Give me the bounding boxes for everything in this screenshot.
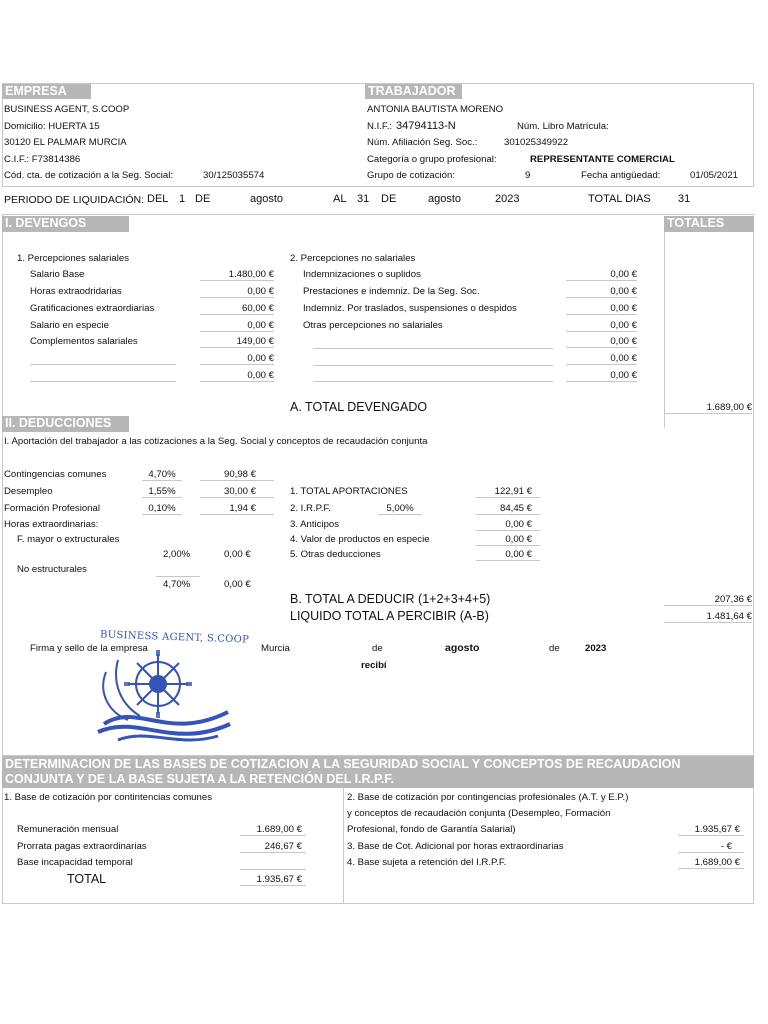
no-salarial-label: Indemnizaciones o suplidos xyxy=(303,269,421,280)
salarial-blank-line xyxy=(30,381,176,382)
periodo-label: PERIODO DE LIQUIDACIÓN: xyxy=(4,194,145,206)
salariales-title: 1. Percepciones salariales xyxy=(17,253,129,264)
empresa-cif: C.I.F.: F73814386 xyxy=(4,154,81,165)
periodo-day-to: 31 xyxy=(357,193,370,205)
total-aportaciones-value: 122,91 € xyxy=(476,486,540,498)
grupo-label: Grupo de cotización: xyxy=(367,170,455,181)
salarial-value: 0,00 € xyxy=(200,286,274,298)
fmayor-value: 0,00 € xyxy=(224,549,251,560)
nif-value: 34794113-N xyxy=(396,120,456,132)
empresa-domicilio: Domicilio: HUERTA 15 xyxy=(4,121,100,132)
bases-total-label: TOTAL xyxy=(67,872,107,886)
bases-header-line-1: DETERMINACION DE LAS BASES DE COTIZACION A LA SEGURIDAD SOCIAL Y CONCEPTOS DE RECAUDACION xyxy=(5,757,681,771)
salarial-label: Salario Base xyxy=(30,269,85,280)
noestruct-pct-line xyxy=(156,576,200,577)
adicional-value: - € xyxy=(678,841,744,853)
formacion-pct: 0,10% xyxy=(142,503,182,515)
devengos-header: I. DEVENGOS xyxy=(2,216,129,232)
total-devengado-label: A. TOTAL DEVENGADO xyxy=(290,400,428,414)
no-salarial-label: Prestaciones e indemniz. De la Seg. Soc. xyxy=(303,286,480,297)
empresa-name: BUSINESS AGENT, S.COOP xyxy=(4,104,130,115)
total-aportaciones-label: 1. TOTAL APORTACIONES xyxy=(290,486,408,497)
categoria-value: REPRESENTANTE COMERCIAL xyxy=(530,154,675,165)
no-salarial-value: 0,00 € xyxy=(566,336,637,348)
no-salarial-blank-line xyxy=(313,381,553,382)
periodo-de-1: DE xyxy=(195,193,211,205)
contingencias-pct: 4,70% xyxy=(142,469,182,481)
contingencias-label: Contingencias comunes xyxy=(4,469,107,480)
firma-month: agosto xyxy=(445,642,480,654)
firma-de-1: de xyxy=(372,643,383,654)
irpf-label: 2. I.R.P.F. xyxy=(290,503,331,514)
salarial-label: Complementos salariales xyxy=(30,336,138,347)
salarial-value: 0,00 € xyxy=(200,353,274,365)
no-salarial-label: Indemniz. Por traslados, suspensiones o despidos xyxy=(303,303,517,314)
totales-column-divider xyxy=(664,232,665,428)
especie-label: 4. Valor de productos en especie xyxy=(290,534,430,545)
formacion-label: Formación Profesional xyxy=(4,503,100,514)
total-deducir-value: 207,36 € xyxy=(664,594,752,606)
deducciones-subtitle: I. Aportación del trabajador a las cotizaciones a la Seg. Social y conceptos de recaudación conjunta xyxy=(4,436,428,447)
salarial-value: 60,00 € xyxy=(200,303,274,315)
firma-city: Murcia xyxy=(261,643,290,654)
formacion-value: 1,94 € xyxy=(200,503,274,515)
deducciones-header: II. DEDUCCIONES xyxy=(2,416,129,432)
no-salarial-blank-line xyxy=(313,348,553,349)
fmayor-label: F. mayor o extructurales xyxy=(17,534,120,545)
antiguedad-label: Fecha antigüedad: xyxy=(581,170,661,181)
grupo-value: 9 xyxy=(525,170,531,181)
no-salarial-label: Otras percepciones no salariales xyxy=(303,320,443,331)
firma-de-2: de xyxy=(549,643,560,654)
periodo-month-from: agosto xyxy=(250,193,284,205)
firma-year: 2023 xyxy=(585,643,607,654)
salarial-blank-line xyxy=(30,364,176,365)
trabajador-header: TRABAJADOR xyxy=(365,84,462,99)
fmayor-pct: 2,00% xyxy=(163,549,191,560)
empresa-header: EMPRESA xyxy=(2,84,91,99)
incapacidad-label: Base incapacidad temporal xyxy=(17,857,133,868)
irpf-value: 84,45 € xyxy=(476,503,540,515)
recibi-label: recibí xyxy=(361,660,387,671)
bases-header xyxy=(2,756,754,788)
prorrata-value: 246,67 € xyxy=(240,841,306,853)
company-stamp xyxy=(78,629,250,750)
stamp-company-name: BUSINESS AGENT, S.COOP xyxy=(99,629,250,646)
bases-column-divider xyxy=(343,788,344,904)
total-devengado-value: 1.689,00 € xyxy=(664,402,752,414)
adicional-label: 3. Base de Cot. Adicional por horas extraordinarias xyxy=(347,841,564,852)
total-dias-value: 31 xyxy=(678,193,691,205)
no-salarial-value: 0,00 € xyxy=(566,269,637,281)
remuneracion-value: 1.689,00 € xyxy=(240,824,306,836)
contingencias-value: 90,98 € xyxy=(200,469,274,481)
total-dias-label: TOTAL DIAS xyxy=(588,193,651,205)
no-salarial-value: 0,00 € xyxy=(566,353,637,365)
cod-cta-label: Cód. cta. de cotización a la Seg. Social: xyxy=(4,170,174,181)
afiliacion-value: 301025349922 xyxy=(504,137,569,148)
horas-extra-label: Horas extraordinarias: xyxy=(4,519,99,530)
stamp-emblem-icon xyxy=(78,632,238,750)
firma-label: Firma y sello de la empresa xyxy=(30,643,148,654)
bases-total-value: 1.935,67 € xyxy=(240,874,306,886)
periodo-month-to: agosto xyxy=(428,193,462,205)
bases-irpf-label: 4. Base sujeta a retención del I.R.P.F. xyxy=(347,857,507,868)
liquido-value: 1.481,64 € xyxy=(664,611,752,623)
salarial-label: Gratificaciones extraordiarias xyxy=(30,303,155,314)
especie-value: 0,00 € xyxy=(476,534,540,546)
no-salariales-title: 2. Percepciones no salariales xyxy=(290,253,416,264)
afiliacion-label: Núm. Afiliación Seg. Soc.: xyxy=(367,137,478,148)
otras-deducciones-label: 5. Otras deducciones xyxy=(290,549,381,560)
periodo-year: 2023 xyxy=(495,193,520,205)
noestruct-pct: 4,70% xyxy=(163,579,191,590)
no-salarial-value: 0,00 € xyxy=(566,286,637,298)
noestruct-label: No estructurales xyxy=(17,564,87,575)
salarial-label: Salario en especie xyxy=(30,320,109,331)
desempleo-label: Desempleo xyxy=(4,486,53,497)
anticipos-value: 0,00 € xyxy=(476,519,540,531)
bases-irpf-value: 1.689,00 € xyxy=(678,857,744,869)
periodo-al: AL xyxy=(333,193,347,205)
bases-comunes-title: 1. Base de cotización por contintencias comunes xyxy=(4,792,212,803)
salarial-label: Horas extraodridarias xyxy=(30,286,122,297)
total-deducir-label: B. TOTAL A DEDUCIR (1+2+3+4+5) xyxy=(290,592,491,606)
salarial-value: 1.480,00 € xyxy=(200,269,274,281)
cod-cta-value: 30/125035574 xyxy=(203,170,265,181)
otras-deducciones-value: 0,00 € xyxy=(476,549,540,561)
desempleo-pct: 1,55% xyxy=(142,486,182,498)
nif-label: N.I.F.: xyxy=(367,121,393,132)
empresa-city: 30120 EL PALMAR MURCIA xyxy=(4,137,127,148)
antiguedad-value: 01/05/2021 xyxy=(690,170,739,181)
liquido-label: LIQUIDO TOTAL A PERCIBIR (A-B) xyxy=(290,609,489,623)
prorrata-label: Prorrata pagas extraordinarias xyxy=(17,841,147,852)
salarial-value: 0,00 € xyxy=(200,320,274,332)
prof-title-1: 2. Base de cotización por contingencias profesionales (A.T. y E.P.) xyxy=(347,792,629,803)
trabajador-name: ANTONIA BAUTISTA MORENO xyxy=(367,104,504,115)
remuneracion-label: Remuneración mensual xyxy=(17,824,119,835)
periodo-del: DEL xyxy=(147,193,169,205)
no-salarial-value: 0,00 € xyxy=(566,370,637,382)
bases-header-line-2: CONJUNTA Y DE LA BASE SUJETA A LA RETENCIÓN DEL I.R.P.F. xyxy=(5,772,394,786)
no-salarial-value: 0,00 € xyxy=(566,320,637,332)
no-salarial-value: 0,00 € xyxy=(566,303,637,315)
noestruct-value: 0,00 € xyxy=(224,579,251,590)
anticipos-label: 3. Anticipos xyxy=(290,519,340,530)
salarial-value: 0,00 € xyxy=(200,370,274,382)
prof-title-2: y conceptos de recaudación conjunta (Desempleo, Formación xyxy=(347,808,611,819)
incapacidad-line xyxy=(240,869,306,870)
periodo-de-2: DE xyxy=(381,193,397,205)
irpf-pct: 5,00% xyxy=(378,503,422,515)
salarial-value: 149,00 € xyxy=(200,336,274,348)
desempleo-value: 30,00 € xyxy=(200,486,274,498)
totales-header: TOTALES xyxy=(664,216,754,232)
prof-title-3: Profesional, fondo de Garantía Salarial) xyxy=(347,824,516,835)
periodo-day-from: 1 xyxy=(179,193,186,205)
no-salarial-blank-line xyxy=(313,365,553,366)
categoria-label: Categoría o grupo profesional: xyxy=(367,154,497,165)
libro-matricula-label: Núm. Libro Matrícula: xyxy=(517,121,609,132)
prof-value: 1.935,67 € xyxy=(678,824,744,836)
